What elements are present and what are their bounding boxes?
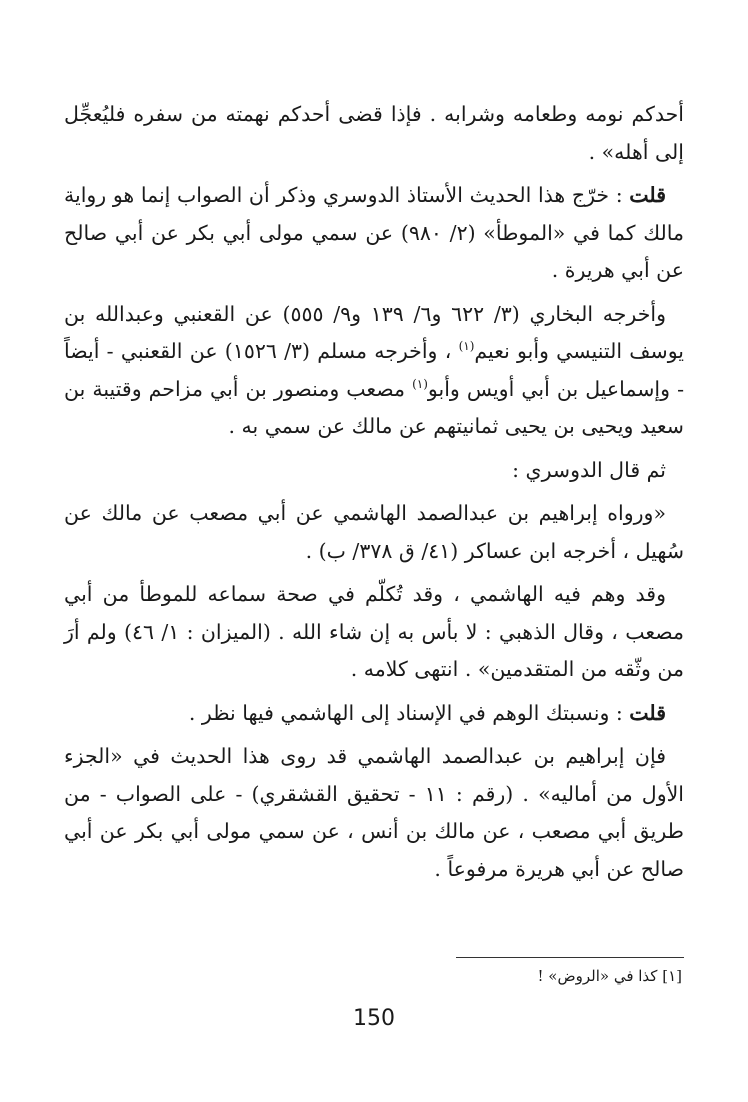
- paragraph-1: أحدكم نومه وطعامه وشرابه . فإذا قضى أحدكم نهمته من سفره فليُعجِّل إلى أهله» .: [64, 102, 684, 164]
- qult-label: قلت: [629, 700, 666, 725]
- footnote-ref-1: (١): [458, 339, 475, 354]
- paragraph-2: [64, 177, 684, 290]
- paragraph-4: ثم قال الدوسري :: [512, 457, 666, 482]
- body-text: [64, 96, 684, 894]
- qult-label: قلت: [629, 183, 666, 207]
- footnote-divider: [456, 957, 684, 958]
- paragraph-3: [64, 296, 684, 446]
- paragraph-5-quote: «ورواه إبراهيم بن عبدالصمد الهاشمي عن أبي مصعب عن مالك عن سُهيل ، أخرجه ابن عساكر (٤١/ ق ٣٧٨/ ب) .: [64, 501, 684, 563]
- paragraph-3-part-a: وأخرجه البخاري (٣/ ٦٢٢ و٦/ ١٣٩ و٩/ ٥٥٥) عن القعنبي وعبدالله بن يوسف التنيسي وأبو نعيم: [64, 301, 684, 363]
- paragraph-7: [64, 695, 684, 733]
- footnote: [١] كذا في «الروض» !: [537, 967, 682, 985]
- paragraph-3-part-b: ، وأخرجه مسلم (٣/ ١٥٢٦) عن القعنبي - أيضاً - وإسماعيل بن أبي أويس وأبو: [64, 339, 684, 401]
- page-number: 150: [353, 1006, 395, 1031]
- paragraph-7-text: : ونسبتك الوهم في الإسناد إلى الهاشمي فيها نظر .: [188, 700, 630, 725]
- paragraph-6: وقد وهم فيه الهاشمي ، وقد تُكلّم في صحة سماعه للموطأ من أبي مصعب ، وقال الذهبي : لا بأس به إن شاء الله . (الميزان : ١/ ٤٦) ولم أرَ من وثّقه من المتقدمين» . انتهى كلامه .: [64, 582, 684, 681]
- footnote-ref-2: (١): [412, 376, 428, 391]
- paragraph-8: فإن إبراهيم بن عبدالصمد الهاشمي قد روى هذا الحديث في «الجزء الأول من أماليه» . (رقم : ١١ - تحقيق القشقري) - على الصواب - من طريق أبي مصعب ، عن مالك بن أنس ، عن سمي مولى أبي بكر عن أبي صالح عن أبي هريرة مرفوعاً .: [64, 744, 684, 881]
- paragraph-2-text: : خرّج هذا الحديث الأستاذ الدوسري وذكر أن الصواب إنما هو رواية مالك كما في «الموطأ» (٢/ ٩٨٠) عن سمي مولى أبي بكر عن أبي صالح عن أبي هريرة .: [64, 183, 684, 282]
- paragraph-3-part-c: مصعب ومنصور بن أبي مزاحم وقتيبة بن سعيد ويحيى بن يحيى ثمانيتهم عن مالك عن سمي به .: [64, 376, 684, 438]
